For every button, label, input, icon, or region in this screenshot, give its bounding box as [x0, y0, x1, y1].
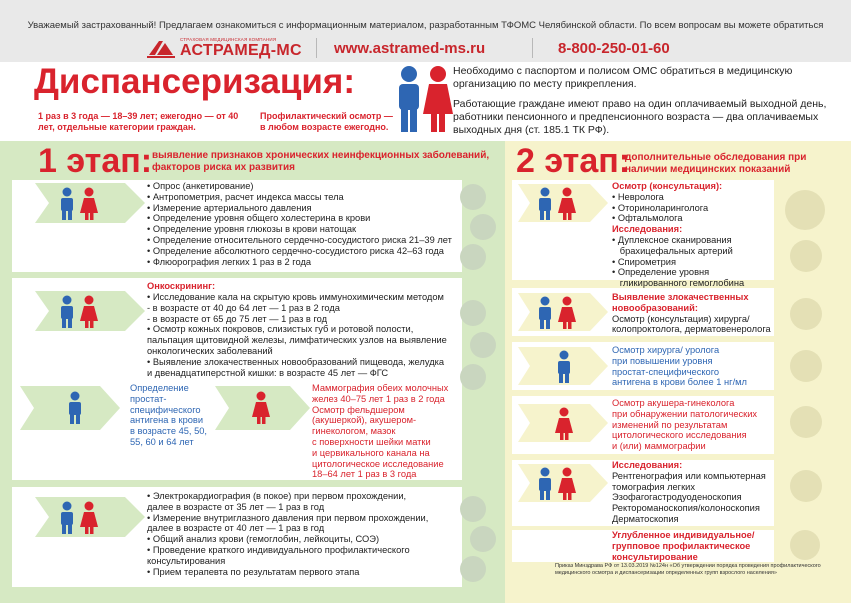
site-link[interactable]: www.astramed-ms.ru [334, 40, 486, 57]
male-symbol-icon [790, 350, 822, 382]
female-symbol-icon [790, 406, 822, 438]
stage1-title: 1 этап: [38, 142, 153, 180]
stage2-oncology-text [612, 292, 771, 335]
text-line: антигена в крови более 1 нг/мл [612, 377, 747, 388]
research-title: Исследования: [612, 460, 683, 470]
heart-icon [460, 244, 486, 270]
text-line: цитологического исследования [612, 430, 747, 441]
stage2-description: дополнительные обследования при наличии медицинских показаний [625, 152, 807, 175]
text-line: групповое профилактическое [612, 540, 751, 551]
stage2-counseling-text [612, 530, 754, 562]
man-woman-icon [57, 501, 103, 535]
text-line: Осмотр фельдшером [312, 404, 405, 415]
scanner-icon [790, 470, 822, 502]
header-intro: Уважаемый застрахованный! Предлагаем ознакомиться с информационным материалом, разработанным ТФОМС Челябинской области. По всем вопросам вы можете обратиться [27, 20, 824, 31]
consult-title: Осмотр (консультация): [612, 181, 723, 191]
list-item: • Измерение артериального давления [147, 202, 312, 213]
text-line: консультирование [612, 551, 698, 562]
text-line: цитологическое исследование [312, 458, 444, 469]
logo-caption: СТРАХОВАЯ МЕДИЦИНСКАЯ КОМПАНИЯ [180, 37, 277, 42]
women-screening-text [312, 383, 448, 480]
text-line: простат- [130, 393, 167, 404]
list-item: • Проведение краткого индивидуального профилактического [147, 544, 410, 555]
list-item: • Осмотр кожных покровов, слизистых губ и ротовой полости, [147, 324, 414, 335]
stage2-consult-list [612, 181, 744, 289]
list-item: • Прием терапевта по результатам первого этапа [147, 566, 360, 577]
man-icon [553, 350, 575, 384]
tonometer-icon [470, 214, 496, 240]
text-line: 55, 60 и 64 лет [130, 436, 194, 447]
text-line: Осмотр (консультация) хирурга/ [612, 313, 750, 324]
head-brain-icon [785, 190, 825, 230]
list-item: • Флюорография легких 1 раз в 2 года [147, 256, 312, 267]
text-line: антигена в крови [130, 415, 204, 426]
list-item: онкологических заболеваний [147, 345, 273, 356]
info-workday: Работающие граждане имеют право на один оплачиваемый выходной день, работники пенсионного и предпенсионного возраста — два оплачиваемых выходных дня (ст. 185.1 ТК РФ). [453, 98, 827, 136]
scale-icon [460, 184, 486, 210]
list-item: консультирования [147, 555, 226, 566]
eye-icon [470, 526, 496, 552]
text-line: Осмотр акушера-гинеколога [612, 398, 735, 408]
man-woman-icon [57, 295, 103, 329]
text-line: 18–64 лет 1 раз в 3 года [312, 469, 417, 480]
list-item: • Антропометрия, расчет индекса массы тела [147, 191, 344, 202]
lungs-icon [460, 300, 486, 326]
list-item: • Определение относительного сердечно-сосудистого риска 21–39 лет [147, 234, 452, 245]
list-item: • Дуплексное сканирования [612, 234, 732, 245]
consultation-icon [790, 530, 820, 560]
ecg-icon [460, 496, 486, 522]
text-line: изменений по результатам [612, 419, 728, 430]
text-line: простат-специфического [612, 366, 720, 377]
list-item: • Общий анализ крови (гемоглобин, лейкоциты, СОЭ) [147, 534, 380, 545]
text-line: с поверхности шейки матки [312, 436, 431, 447]
list-item: • Определение уровня [612, 267, 710, 278]
text-line: Маммография обеих молочных [312, 383, 449, 393]
text-line: и цервикального канала на [312, 447, 430, 458]
text-line: Выявление злокачественных [612, 292, 749, 302]
research-title: Исследования: [612, 224, 683, 235]
text-line: гинекологом, мазок [312, 426, 396, 437]
man-woman-icon [57, 187, 103, 221]
list-item: • Оториноларинголога [612, 202, 709, 213]
text-line: при обнаружении патологических [612, 408, 758, 419]
list-item: далее в возрасте от 35 лет — 1 раз в год [147, 501, 325, 512]
list-item: далее в возрасте от 40 лет — 1 раз в год [147, 523, 325, 534]
stage1-onco-list [147, 292, 447, 378]
text-line: Осмотр хирурга/ уролога [612, 345, 720, 355]
list-item: • Определение уровня глюкозы в крови натощак [147, 224, 357, 235]
text-line: и (или) маммографии [612, 441, 706, 452]
list-item: • Определение абсолютного сердечно-сосудистого риска 42–63 года [147, 245, 444, 256]
text-line: новообразований: [612, 302, 698, 313]
stage1-basic-list [147, 181, 452, 267]
onco-title: Онкоскрининг: [147, 281, 216, 291]
list-item: • Опрос (анкетирование) [147, 181, 254, 191]
stage2-research-list [612, 460, 766, 525]
surgeon-icon [790, 298, 822, 330]
text-line: при повышении уровня [612, 355, 713, 366]
doctor-icon [460, 556, 486, 582]
man-woman-icon [535, 296, 581, 330]
list-item: брахицефальных артерий [612, 245, 733, 256]
text-line: в возрасте 45, 50, [130, 426, 208, 437]
man-icon [64, 391, 86, 425]
list-item: • Измерение внутриглазного давления при первом прохождении, [147, 512, 429, 523]
stomach-icon [470, 332, 496, 358]
list-item: Дерматоскопия [612, 513, 679, 524]
divider [532, 38, 533, 58]
list-item: томография легких [612, 481, 695, 492]
stage2-urology-text [612, 345, 747, 388]
list-item: • Определение уровня общего холестерина в крови [147, 213, 371, 224]
stage1-description: выявление признаков хронических неинфекционных заболеваний, факторов риска их развития [152, 150, 490, 173]
woman-icon [250, 391, 272, 425]
logo-icon [145, 37, 177, 59]
info-passport: Необходимо с паспортом и полисом ОМС обратиться в медицинскую организацию по месту прикрепления. [453, 65, 793, 90]
woman-icon [553, 407, 575, 441]
stage2-gynecology-text [612, 398, 757, 452]
text-line: (акушеркой), акушером- [312, 415, 417, 426]
list-item: • Выявление злокачественных новообразований пищевода, желудка [147, 356, 445, 367]
logo-name: АСТРАМЕД-МС [180, 42, 302, 59]
text-line: Определение [130, 383, 189, 393]
list-item: - в возрасте от 40 до 64 лет — 1 раз в 2 года [147, 302, 340, 313]
subtitle-checkup: Профилактический осмотр — в любом возрасте ежегодно. [260, 111, 393, 132]
list-item: • Невролога [612, 191, 664, 202]
text-line: Углубленное индивидуальное/ [612, 530, 755, 540]
stage2-title: 2 этап: [516, 142, 631, 180]
list-item: Ректороманоскопия/колоноскопия [612, 503, 760, 514]
list-item: и двенадцатиперстной кишки: в возрасте 45 лет — ФГС [147, 367, 389, 378]
list-item: гликированного гемоглобина [612, 278, 745, 289]
footnote: Приказ Минздрава РФ от 13.03.2019 №124н «Об утверждении порядка проведения профилактического медицинского осмотра и диспансеризации определенных групп взрослого населения» [555, 563, 821, 576]
text-line: специфического [130, 404, 201, 415]
psa-text [130, 383, 207, 448]
list-item: - в возрасте от 65 до 75 лет — 1 раз в год [147, 313, 328, 324]
list-item: Эзофагогастродуоденоскопия [612, 492, 742, 503]
list-item: • Электрокардиография (в покое) при первом прохождении, [147, 491, 407, 501]
microscope-icon [460, 364, 486, 390]
page-title: Диспансеризация: [34, 62, 355, 101]
list-item: Рентгенография или компьютерная [612, 470, 766, 481]
list-item: • Исследование кала на скрытую кровь иммунохимическим методом [147, 292, 444, 302]
subtitle-frequency: 1 раз в 3 года — 18–39 лет; ежегодно — от 40 лет, отдельные категории граждан. [38, 111, 239, 132]
list-item: пальпация щитовидной железы, лимфатических узлов на выявление [147, 335, 447, 346]
text-line: желез 40–75 лет 1 раз в 2 года [312, 393, 445, 404]
man-woman-icon [393, 64, 455, 136]
stage1-final-list [147, 491, 428, 577]
text-line: колопроктолога, дерматовенеролога [612, 324, 771, 335]
list-item: • Офтальмолога [612, 213, 683, 224]
man-woman-icon [535, 467, 581, 501]
intestine-icon [790, 240, 822, 272]
divider [316, 38, 317, 58]
man-woman-icon [535, 187, 581, 221]
list-item: • Спирометрия [612, 256, 677, 267]
phone-link[interactable]: 8-800-250-01-60 [558, 40, 670, 57]
